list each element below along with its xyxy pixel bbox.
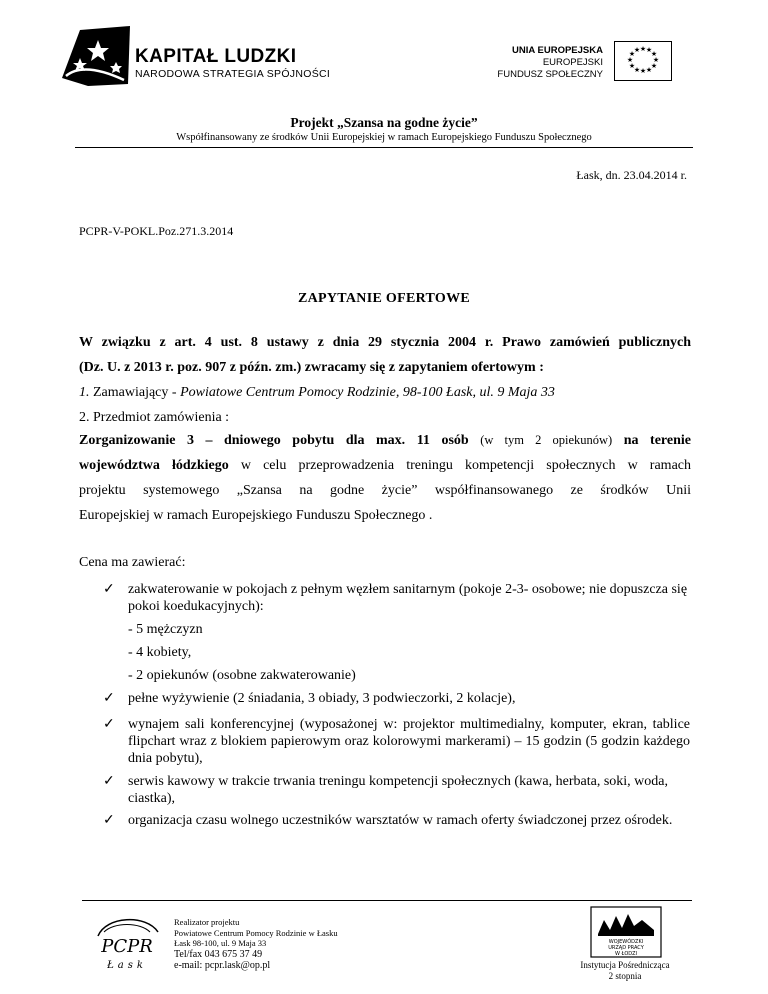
subject-bold-2: na terenie <box>623 433 691 448</box>
svg-text:★: ★ <box>650 50 658 58</box>
subject-line-4: Europejskiej w ramach Europejskiego Funduszu Społecznego . <box>79 508 433 523</box>
intro-line-2: (Dz. U. z 2013 r. poz. 907 z późn. zm.) zwracamy się z zapytaniem ofertowym : <box>79 360 544 375</box>
svg-text:★: ★ <box>652 56 660 64</box>
pcpr-logo-subtext: Łask <box>107 960 147 971</box>
reference-number: PCPR-V-POKL.Poz.271.3.2014 <box>79 224 234 238</box>
point-1-value: Powiatowe Centrum Pomocy Rodzinie, 98-100 Łask, ul. 9 Maja 33 <box>180 385 555 400</box>
eu-line-2: EUROPEJSKI <box>542 57 603 68</box>
list-item: zakwaterowanie w pokojach z pełnym węzłem sanitarnym (pokoje 2-3- osobowe; nie dopuszcza się pokoi koedukacyjnych): <box>128 582 688 614</box>
wup-logo-icon <box>590 906 662 958</box>
subject-bold-3: województwa łódzkiego <box>79 458 229 473</box>
wup-text-1: WOJEWÓDZKI <box>608 939 644 945</box>
footer-line-4: Tel/fax 043 675 37 49 <box>174 948 263 960</box>
subject-normal-2: w celu przeprowadzenia treningu kompetencji społecznych w ramach <box>240 458 692 473</box>
point-2-number: 2. <box>79 410 90 425</box>
check-icon: ✓ <box>103 582 115 597</box>
svg-text:★: ★ <box>645 66 653 74</box>
eu-flag-icon <box>614 41 672 81</box>
footer-line-5: e-mail: pcpr.lask@op.pl <box>174 960 271 971</box>
eu-label <box>497 45 603 81</box>
project-title: Projekt „Szansa na godne życie” <box>290 115 478 130</box>
wup-text-3: W ŁODZI <box>614 951 638 957</box>
svg-text:★: ★ <box>626 56 634 64</box>
document-date: Łask, dn. 23.04.2014 r. <box>576 168 687 182</box>
intro-line-1: W związku z art. 4 ust. 8 ustawy z dnia 29 stycznia 2004 r. Prawo zamówień publicznych <box>79 335 691 350</box>
point-2 <box>79 410 691 426</box>
eu-line-1: UNIA EUROPEJSKA <box>512 45 603 56</box>
svg-text:★: ★ <box>639 45 647 53</box>
sub-item: - 4 kobiety, <box>128 645 192 660</box>
eu-line-3: FUNDUSZ SPOŁECZNY <box>497 69 603 80</box>
svg-text:★: ★ <box>628 50 636 58</box>
price-label: Cena ma zawierać: <box>79 555 186 570</box>
point-2-label: Przedmiot zamówienia : <box>93 410 230 425</box>
footer-line-3: Łask 98-100, ul. 9 Maja 33 <box>174 938 267 948</box>
subject-normal-1: (w tym 2 opiekunów) <box>480 433 613 447</box>
svg-text:★: ★ <box>645 46 653 54</box>
brand-title: KAPITAŁ LUDZKI <box>135 46 297 67</box>
kapital-ludzki-logo-icon <box>58 24 132 90</box>
document-heading: ZAPYTANIE OFERTOWE <box>297 291 471 306</box>
list-item: serwis kawowy w trakcie trwania treningu kompetencji społecznych (kawa, herbata, soki, woda, ciastka), <box>128 774 668 806</box>
point-1-label: Zamawiający - <box>93 385 181 400</box>
pcpr-logo-text: PCPR <box>101 936 153 957</box>
footer-contact <box>174 917 338 972</box>
footer-line-2: Powiatowe Centrum Pomocy Rodzinie w Łasku <box>174 927 338 938</box>
check-icon: ✓ <box>103 774 115 789</box>
header-divider <box>75 147 693 148</box>
subject-line-1 <box>79 433 691 449</box>
list-item: organizacja czasu wolnego uczestników warsztatów w ramach oferty świadczonej przez ośrodek. <box>128 813 673 828</box>
brand-subtitle: NARODOWA STRATEGIA SPÓJNOŚCI <box>135 68 331 80</box>
check-icon: ✓ <box>103 813 115 828</box>
subject-bold-1: Zorganizowanie 3 – dniowego pobytu dla max. 11 osób <box>79 433 469 448</box>
subject-line-2 <box>79 458 691 474</box>
svg-text:★: ★ <box>633 46 641 54</box>
project-subtitle: Współfinansowany ze środków Unii Europejskiej w ramach Europejskiego Funduszu Społecznego <box>176 132 592 143</box>
list-item: wynajem sali konferencyjnej (wyposażonej w: projektor multimedialny, komputer, ekran, tablice flipchart wraz z blokiem papierowym oraz kolorowymi markerami) – 15 godzin (5 godzin każdego dnia pobytu), <box>128 717 690 766</box>
point-1-number: 1. <box>79 385 90 400</box>
svg-text:★: ★ <box>628 62 636 70</box>
wup-text-2: URZĄD PRACY <box>608 945 644 951</box>
institution-line-1: Instytucja Pośrednicząca <box>580 960 670 970</box>
subject-line-3: projektu systemowego „Szansa na godne życie” współfinansowanego ze środków Unii <box>79 483 691 498</box>
point-1 <box>79 385 691 401</box>
svg-text:★: ★ <box>639 67 647 75</box>
check-icon: ✓ <box>103 717 115 732</box>
svg-text:★: ★ <box>633 66 641 74</box>
pcpr-logo-icon <box>88 910 166 972</box>
list-item: pełne wyżywienie (2 śniadania, 3 obiady, 3 podwieczorki, 2 kolacje), <box>128 691 516 706</box>
check-icon: ✓ <box>103 691 115 706</box>
sub-item: - 2 opiekunów (osobne zakwaterowanie) <box>128 668 356 683</box>
institution-line-2: 2 stopnia <box>608 971 642 981</box>
sub-item: - 5 mężczyzn <box>128 622 203 637</box>
footer-divider <box>82 900 692 901</box>
institution-label <box>570 960 680 982</box>
svg-text:★: ★ <box>650 62 658 70</box>
footer-line-1: Realizator projektu <box>174 917 240 927</box>
